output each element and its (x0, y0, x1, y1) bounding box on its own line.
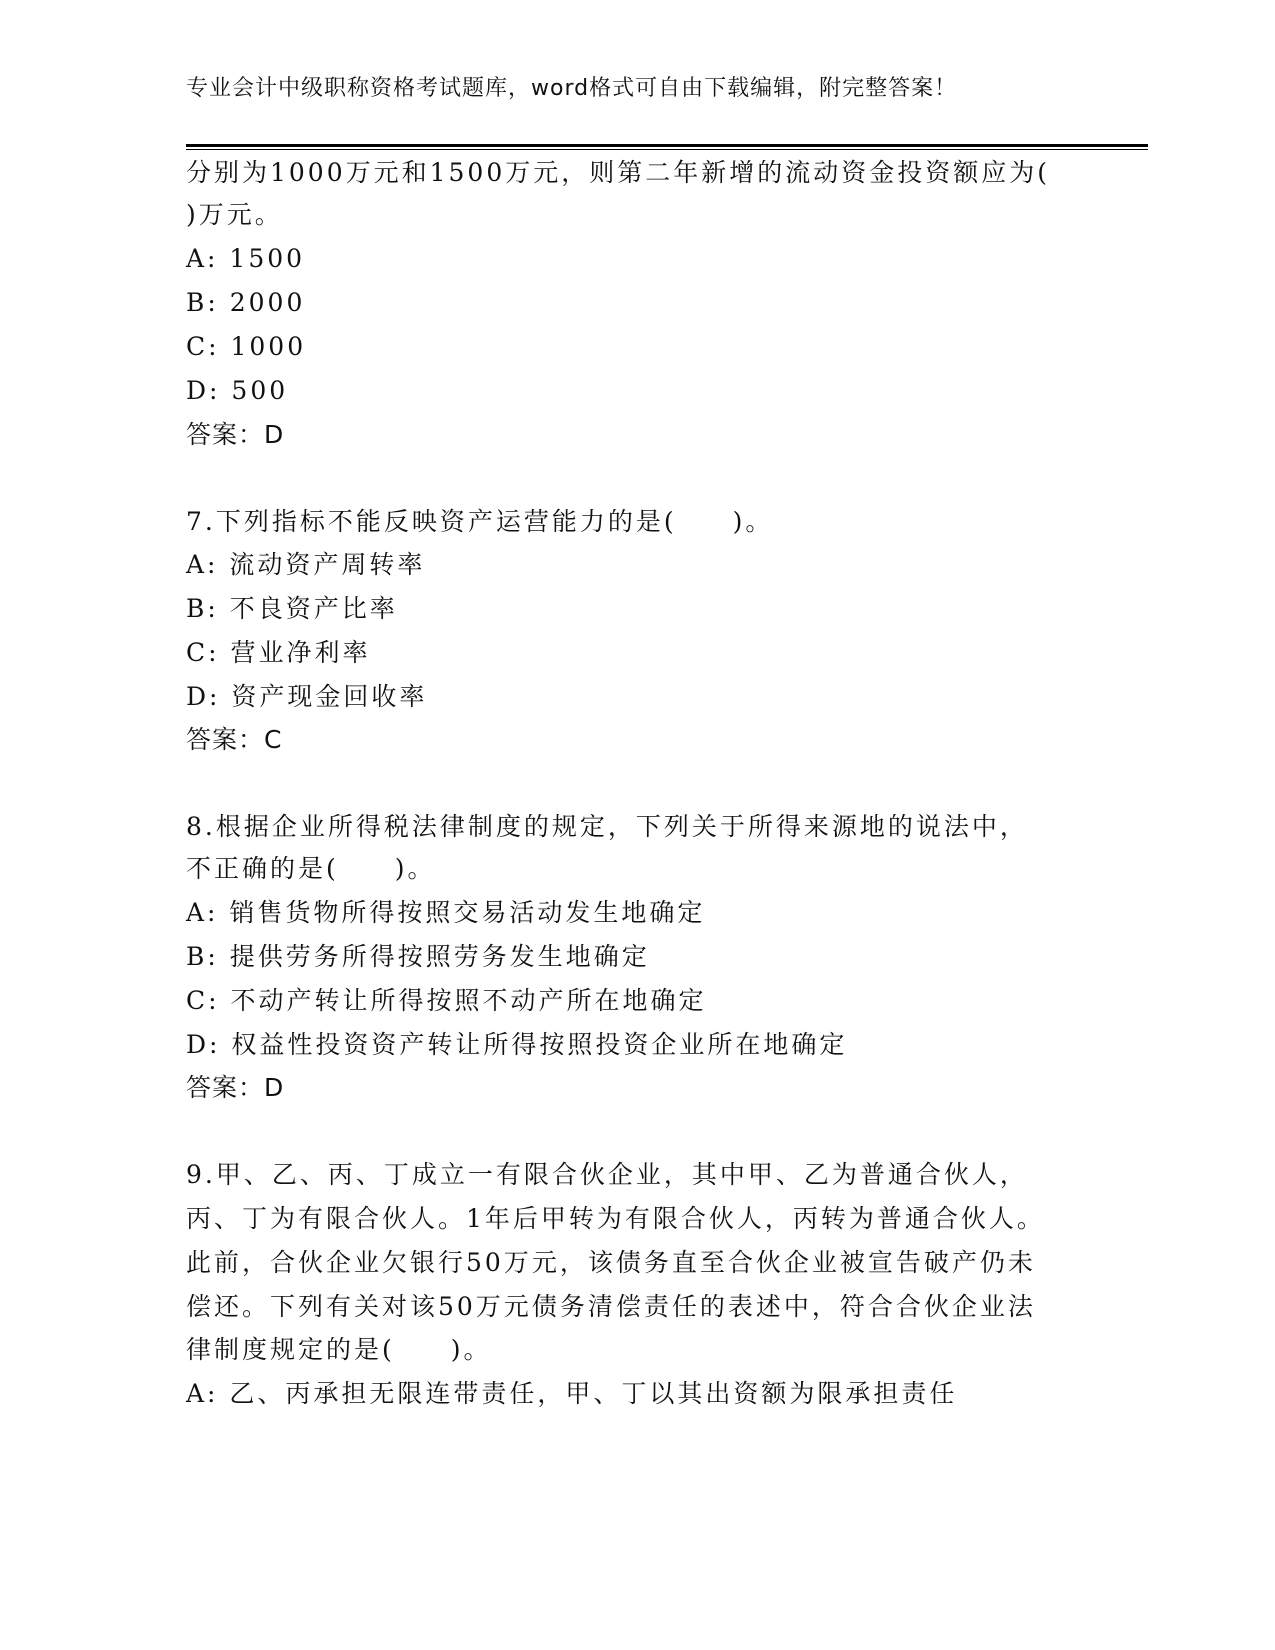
q7-option-d: D: 资产现金回收率 (186, 682, 428, 711)
q8-stem-line-1: 8.根据企业所得税法律制度的规定，下列关于所得来源地的说法中， (186, 812, 1028, 841)
q8-option-c: C: 不动产转让所得按照不动产所在地确定 (186, 986, 707, 1015)
header-rule-thick (186, 144, 1148, 147)
q6-stem-line-2: )万元。 (186, 200, 283, 229)
q7-stem-line-1: 7.下列指标不能反映资产运营能力的是( )。 (186, 507, 774, 536)
q9-stem-line-3: 此前，合伙企业欠银行50万元，该债务直至合伙企业被宣告破产仍未 (186, 1248, 1036, 1277)
q8-option-a: A: 销售货物所得按照交易活动发生地确定 (186, 898, 706, 927)
q9-stem-line-1: 9.甲、乙、丙、丁成立一有限合伙企业，其中甲、乙为普通合伙人， (186, 1160, 1028, 1189)
q7-answer: 答案：C (186, 725, 283, 754)
q6-option-a: A: 1500 (186, 244, 306, 273)
q6-option-d: D: 500 (186, 376, 289, 405)
q6-stem-line-1: 分别为1000万元和1500万元，则第二年新增的流动资金投资额应为( (186, 158, 1051, 187)
q9-stem-line-5: 律制度规定的是( )。 (186, 1335, 492, 1364)
q8-stem-line-2: 不正确的是( )。 (186, 854, 436, 883)
q9-option-a: A: 乙、丙承担无限连带责任，甲、丁以其出资额为限承担责任 (186, 1379, 958, 1408)
page-header: 专业会计中级职称资格考试题库，word格式可自由下载编辑，附完整答案！ (186, 76, 958, 101)
q8-answer: 答案：D (186, 1073, 285, 1102)
header-rule-thin (186, 149, 1148, 150)
q9-stem-line-2: 丙、丁为有限合伙人。1年后甲转为有限合伙人，丙转为普通合伙人。 (186, 1204, 1045, 1233)
q6-option-c: C: 1000 (186, 332, 307, 361)
q6-option-b: B: 2000 (186, 288, 306, 317)
q7-option-c: C: 营业净利率 (186, 638, 371, 667)
q8-option-d: D: 权益性投资资产转让所得按照投资企业所在地确定 (186, 1030, 848, 1059)
q9-stem-line-4: 偿还。下列有关对该50万元债务清偿责任的表述中，符合合伙企业法 (186, 1292, 1036, 1321)
q6-answer: 答案：D (186, 420, 285, 449)
q7-option-a: A: 流动资产周转率 (186, 550, 426, 579)
q7-option-b: B: 不良资产比率 (186, 594, 398, 623)
q8-option-b: B: 提供劳务所得按照劳务发生地确定 (186, 942, 650, 971)
